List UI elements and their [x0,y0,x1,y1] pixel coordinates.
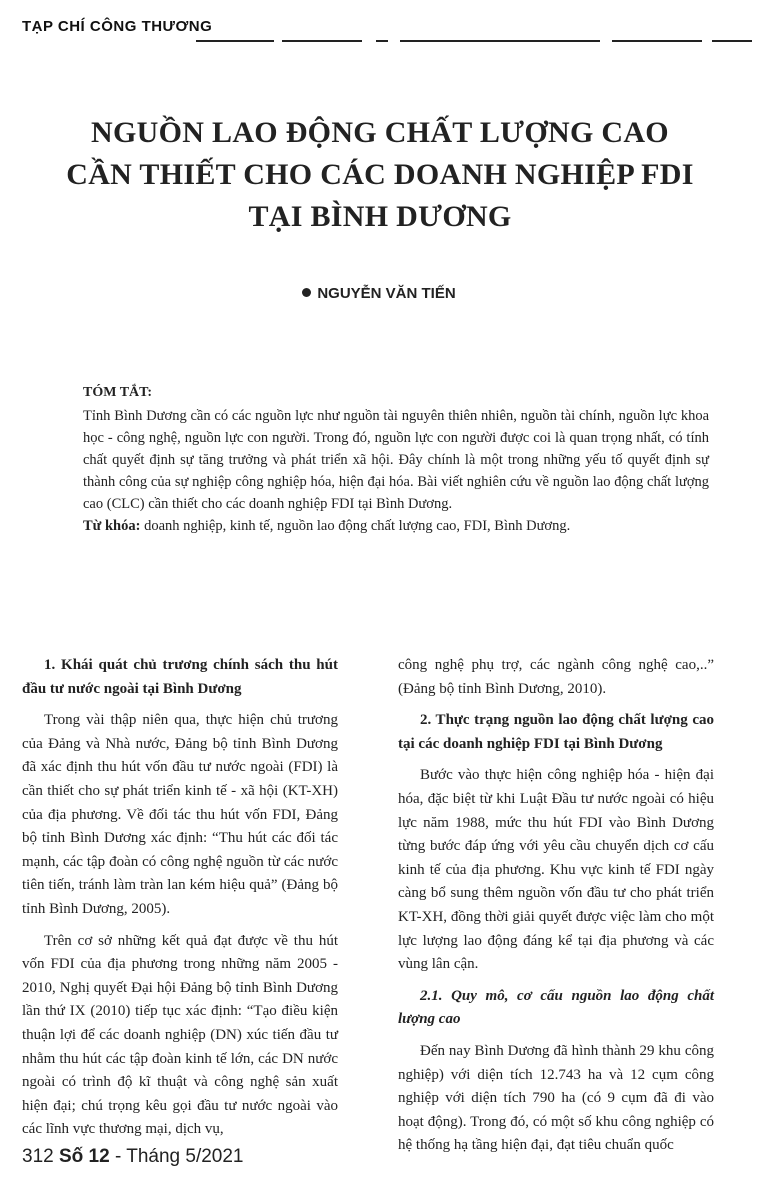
issue-date: - Tháng 5/2021 [114,1146,244,1167]
subsection-heading: 2.1. Quy mô, cơ cấu nguồn lao động chất lượng cao [398,987,714,1028]
journal-masthead: TẠP CHÍ CÔNG THƯƠNG [22,18,213,35]
header-rule [282,40,362,42]
right-column [398,654,714,1158]
author-name: NGUYỄN VĂN TIẾN [317,285,456,302]
left-column [22,654,338,1142]
page-footer [22,1146,244,1168]
paragraph: công nghệ phụ trợ, các ngành công nghệ cao,..” (Đảng bộ tỉnh Bình Dương, 2010). [398,657,714,697]
title-line: TẠI BÌNH DƯƠNG [248,200,512,233]
paragraph: Đến nay Bình Dương đã hình thành 29 khu công nghiệp) với diện tích 12.743 ha và 12 cụm công nghiệp với diện tích 790 ha (có 9 cụm đã đi vào hoạt động). Trong đó, có một số khu công nghiệp có hệ thống hạ tầng hiện đại, đạt tiêu chuẩn quốc [398,1042,714,1154]
bullet-icon [302,288,311,297]
issue-number: Số 12 [58,1146,110,1167]
article-title [40,112,720,238]
keywords-label: Từ khóa: [83,518,141,534]
paragraph: Bước vào thực hiện công nghiệp hóa - hiện đại hóa, đặc biệt từ khi Luật Đầu tư nước ngoài có hiệu lực năm 1988, mức thu hút FDI vào Bình Dương từng bước đáp ứng với yêu cầu chuyển dịch cơ cấu kinh tế của địa phương. Khu vực kinh tế FDI ngày càng bổ sung thêm nguồn vốn đầu tư cho phát triển KT-XH, đồng thời giải quyết được việc làm cho một lực lượng lao động đáng kể tại địa phương và các vùng lân cận. [398,767,714,973]
abstract-body [83,405,709,537]
paragraph: Trong vài thập niên qua, thực hiện chủ trương của Đảng và Nhà nước, Đảng bộ tỉnh Bình Dương đã xác định thu hút vốn đầu tư nước ngoài (FDI) là cần thiết cho sự phát triển kinh tế - xã hội (KT-XH) của địa phương. Về đối tác thu hút vốn FDI, Đảng bộ tỉnh Bình Dương xác định: “Thu hút các đối tác mạnh, các tập đoàn có công nghệ nguồn từ các nước tiên tiến, tránh làm tràn lan kém hiệu quả” (Đảng bộ tỉnh Bình Dương, 2005). [22,712,338,917]
title-line: NGUỒN LAO ĐỘNG CHẤT LƯỢNG CAO [91,116,669,149]
header-rule [376,40,388,42]
section-heading: 1. Khái quát chủ trương chính sách thu hút đầu tư nước ngoài tại Bình Dương [22,657,338,697]
keywords-text: doanh nghiệp, kinh tế, nguồn lao động chất lượng cao, FDI, Bình Dương. [144,518,571,534]
abstract-heading: TÓM TẮT: [83,385,153,400]
header-rule [400,40,600,42]
header-rule [712,40,752,42]
abstract-text: Tỉnh Bình Dương cần có các nguồn lực như nguồn tài nguyên thiên nhiên, nguồn tài chính, nguồn lực khoa học - công nghệ, nguồn lực con người. Trong đó, nguồn lực con người được coi là quan trọng nhất, có tính chất quyết định sự tăng trưởng và phát triển xã hội. Đây chính là một trong những yếu tố quyết định sự thành công của sự nghiệp công nghiệp hóa, hiện đại hóa. Bài viết nghiên cứu về nguồn lao động chất lượng cao (CLC) cần thiết cho các doanh nghiệp FDI tại Bình Dương. [83,408,709,512]
author-byline [0,285,758,302]
header-rule [612,40,702,42]
title-line: CẦN THIẾT CHO CÁC DOANH NGHIỆP FDI [66,158,694,191]
section-heading: 2. Thực trạng nguồn lao động chất lượng cao tại các doanh nghiệp FDI tại Bình Dương [398,712,714,752]
header-rule [196,40,274,42]
page-number: 312 [22,1146,54,1167]
paragraph: Trên cơ sở những kết quả đạt được về thu hút vốn FDI của địa phương trong những năm 2005 - 2010, Nghị quyết Đại hội Đảng bộ tỉnh Bình Dương lần thứ IX (2010) tiếp tục xác định: “Tạo điều kiện thuận lợi để các doanh nghiệp (DN) xúc tiến đầu tư nhằm thu hút các tập đoàn kinh tế lớn, các DN nước ngoài có trình độ kĩ thuật và công nghệ sản xuất hiện đại; chú trọng kêu gọi đầu tư nước ngoài vào các lĩnh vực thương mại, dịch vụ, [22,932,338,1138]
